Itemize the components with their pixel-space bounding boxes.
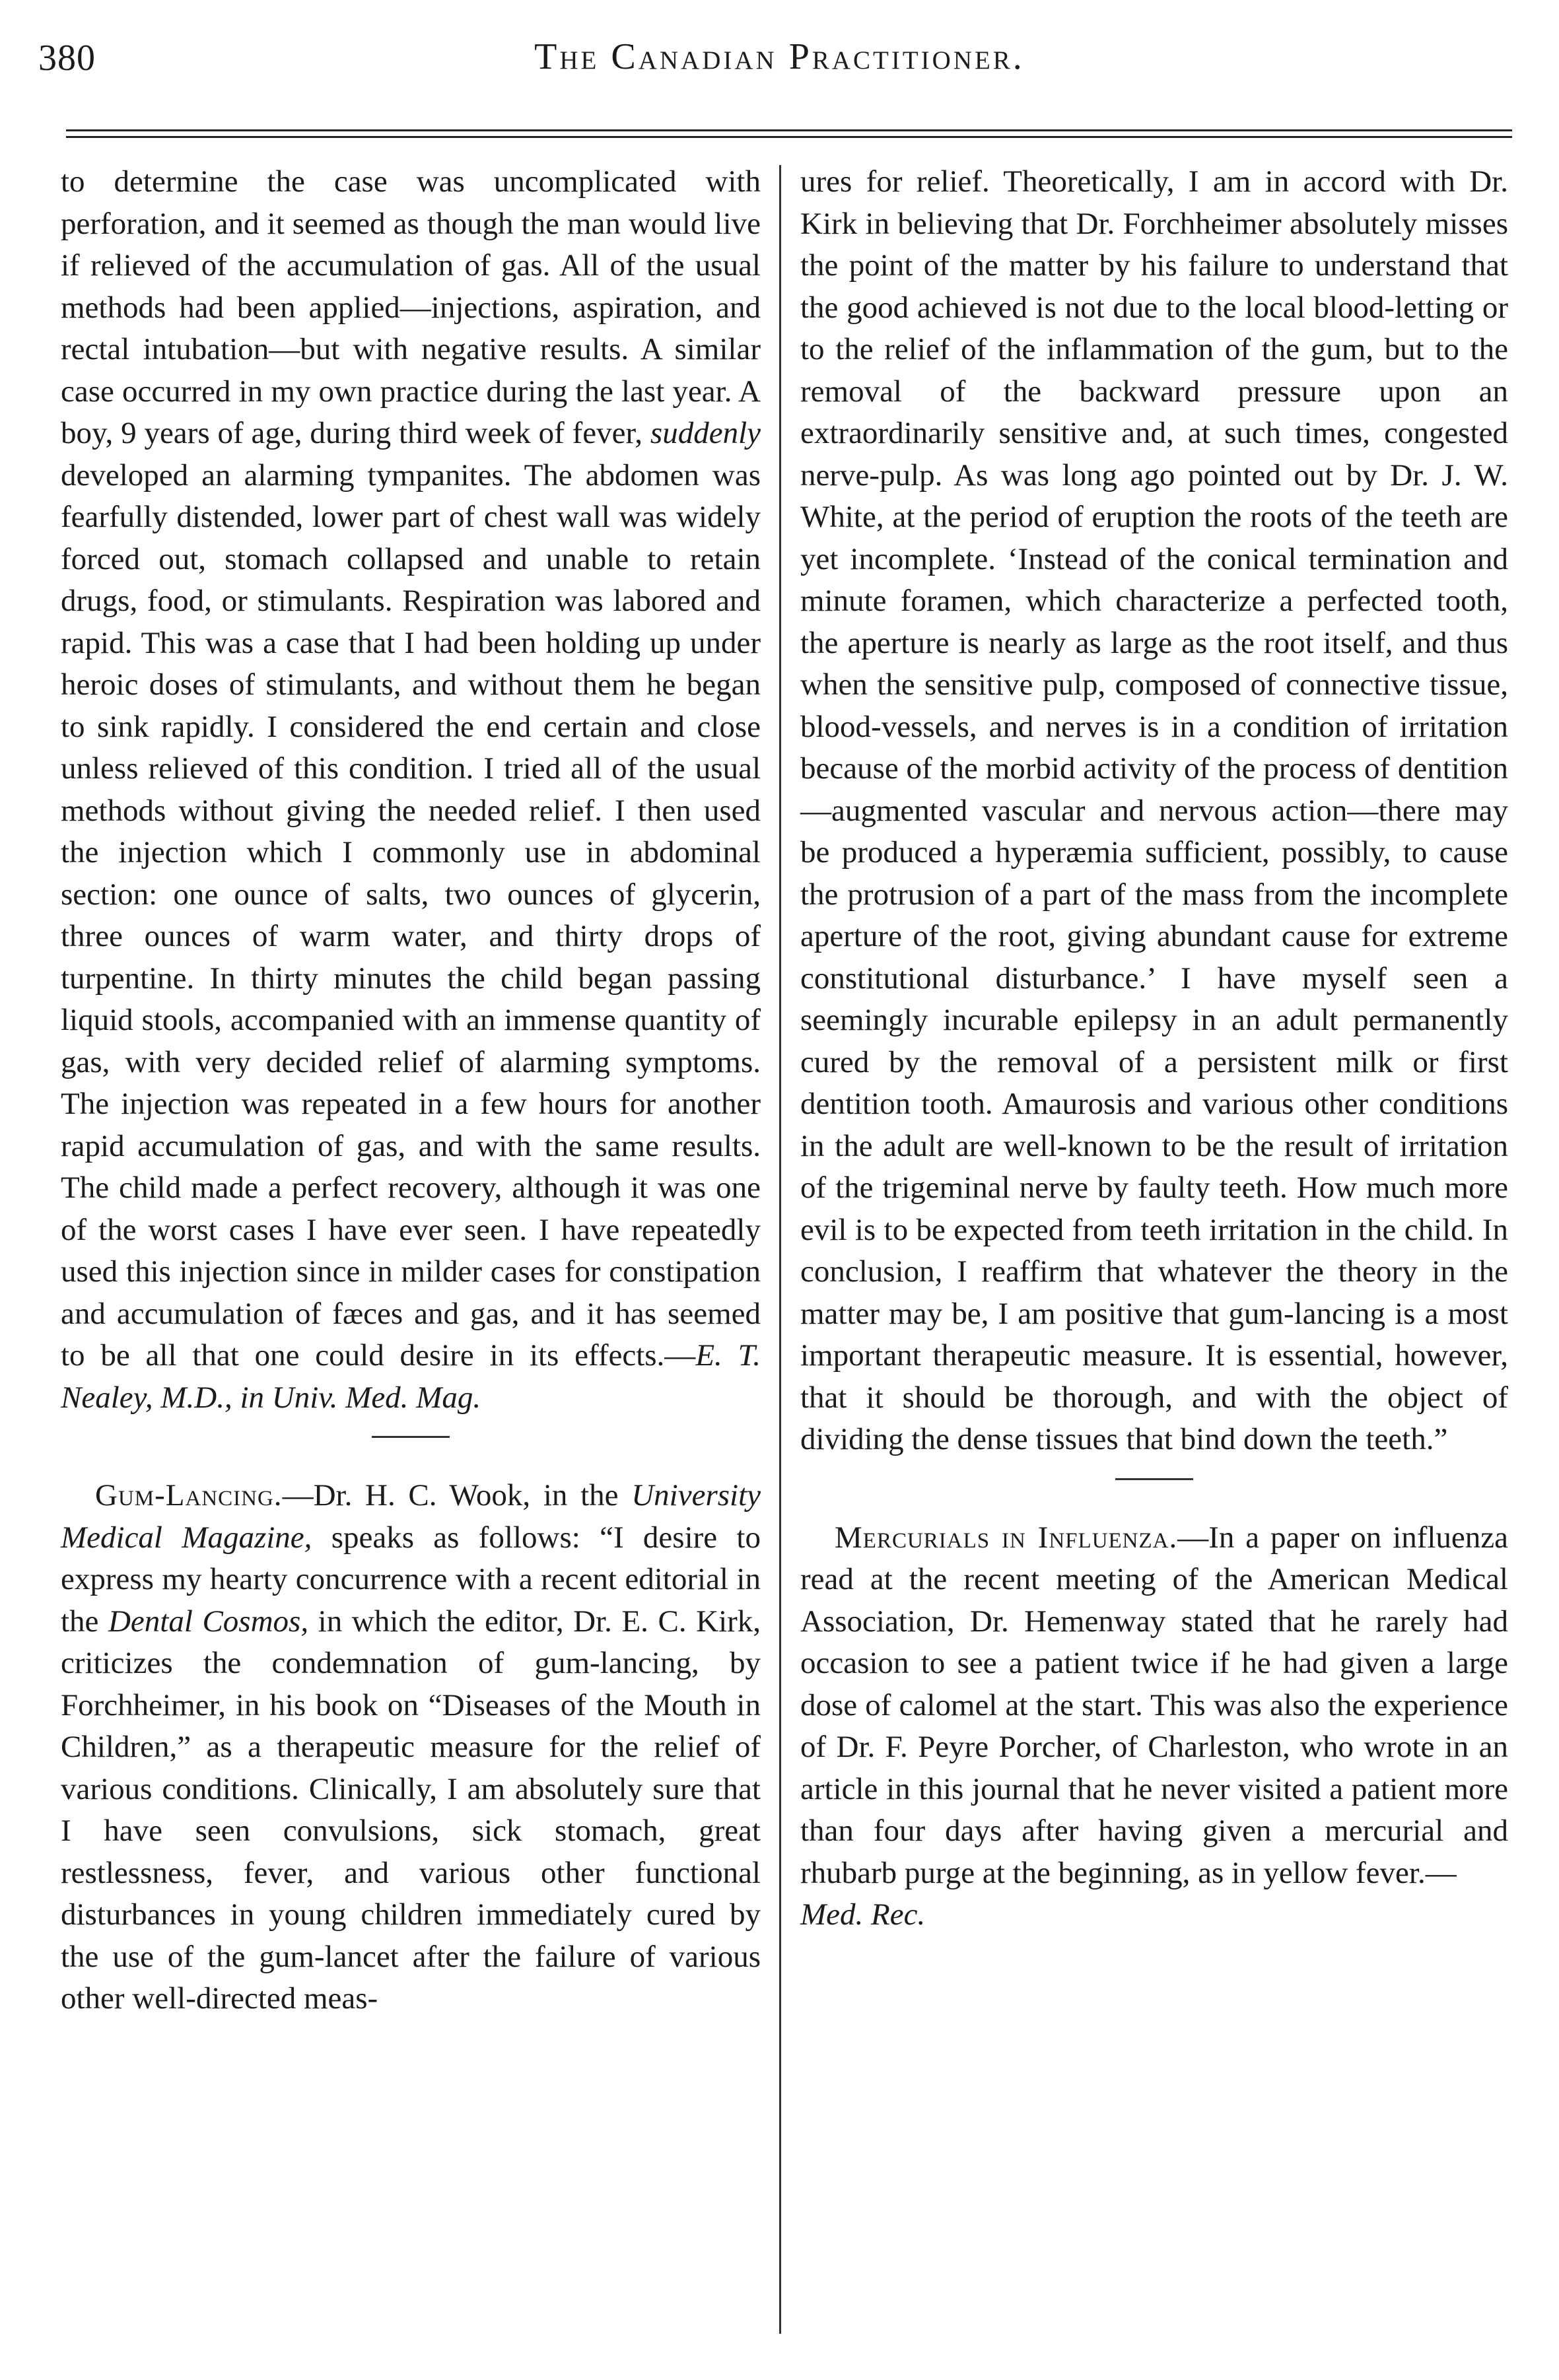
header-rule-bottom (66, 136, 1512, 138)
gum-lancing-article (61, 1475, 761, 2020)
source-signature: Med. Rec. (800, 1897, 926, 1932)
section-divider (372, 1436, 450, 1438)
gum-lancing-heading: Gum-Lancing. (95, 1478, 283, 1513)
enema-case-paragraph (61, 161, 761, 1419)
right-column (800, 161, 1508, 1936)
emphasis-suddenly: suddenly (650, 416, 761, 450)
left-column (61, 161, 761, 2020)
mercurials-article (800, 1517, 1508, 1936)
running-title: The Canadian Practitioner. (534, 36, 1025, 77)
gum-lancing-continuation: ures for relief. Theoretically, I am in accord with Dr. Kirk in believing that Dr. Forchheimer absolutely misses the point of the matter by his failure to understand that the good achieved is not due to the local blood-letting or to the relief of the inflammation of the gum, but to the removal of the backward pressure upon an extraordinarily sensitive and, at such times, congested nerve-pulp. As was long ago pointed out by Dr. J. W. White, at the period of eruption the roots of the teeth are yet incomplete. ‘Instead of the conical termination and minute foramen, which characterize a perfected tooth, the aperture is nearly as large as the root itself, and thus when the sensitive pulp, composed of connective tissue, blood-vessels, and nerves is in a condition of irritation because of the morbid activity of the process of dentition—augmented vascular and nervous action—there may be produced a hyperæmia sufficient, possibly, to cause the protrusion of a part of the mass from the incomplete aperture of the root, giving abundant cause for extreme constitutional disturbance.’ I have myself seen a seemingly incurable epilepsy in an adult permanently cured by the removal of a persistent milk or first dentition tooth. Amaurosis and various other conditions in the adult are well-known to be the result of irritation of the trigeminal nerve by faulty teeth. How much more evil is to be expected from teeth irritation in the child. In conclusion, I reaffirm that whatever the theory in the matter may be, I am positive that gum-lancing is a most important therapeutic measure. It is essential, however, that it should be thorough, and with the object of dividing the dense tissues that bind down the teeth.” (800, 164, 1508, 1456)
page-number: 380 (38, 38, 96, 79)
author-signature: E. T. Nealey, M.D., in Univ. Med. Mag. (61, 1338, 761, 1415)
dental-cosmos-title: Dental Cosmos, (108, 1604, 309, 1639)
source-journal-title: University Medical Magazine, (61, 1478, 761, 1555)
enema-case-text: to determine the case was uncomplicated with perforation, and it seemed as though the man would live if relieved of the accumulation of gas. All of the usual methods had been applied—injections, aspiration, and rectal intubation—but with negative results. A similar case occurred in my own practice during the last year. A boy, 9 years of age, during third week of fever, (61, 164, 761, 450)
section-divider (1115, 1478, 1193, 1480)
mercurials-heading: Mercurials in Influenza. (835, 1520, 1178, 1555)
gum-lancing-intro: —Dr. H. C. Wook, in the (282, 1478, 619, 1513)
gum-lancing-text-a: speaks as follows: “I desire to express my hearty concurrence with a recent editorial in the (61, 1520, 761, 1639)
header-rule-top (66, 129, 1512, 131)
gum-lancing-text-b: in which the editor, Dr. E. C. Kirk, criticizes the condemnation of gum-lancing, by Forchheimer, in his book on “Diseases of the Mouth in Children,” as a therapeutic measure for the relief of various conditions. Clinically, I am absolutely sure that I have seen convulsions, sick stomach, great restlessness, fever, and various other functional disturbances in young children immediately cured by the use of the gum-lancet after the failure of various other well-directed meas- (61, 1604, 761, 2016)
enema-case-text-continued: developed an alarming tympanites. The abdomen was fearfully distended, lower part of chest wall was widely forced out, stomach collapsed and unable to retain drugs, food, or stimulants. Respiration was labored and rapid. This was a case that I had been holding up under heroic doses of stimulants, and without them he began to sink rapidly. I considered the end certain and close unless relieved of this condition. I tried all of the usual methods without giving the needed relief. I then used the injection which I commonly use in abdominal section: one ounce of salts, two ounces of glycerin, three ounces of warm water, and thirty drops of turpentine. In thirty minutes the child began passing liquid stools, accompanied with an immense quantity of gas, with very decided relief of alarming symptoms. The injection was repeated in a few hours for another rapid accumulation of gas, and with the same results. The child made a perfect recovery, although it was one of the worst cases I have ever seen. I have repeatedly used this injection since in milder cases for constipation and accumulation of fæces and gas, and it has seemed to be all that one could desire in its effects.— (61, 458, 761, 1373)
mercurials-text: —In a paper on influenza read at the recent meeting of the American Medical Association, Dr. Hemenway stated that he rarely had occasion to see a patient twice if he had given a large dose of calomel at the start. This was also the experience of Dr. F. Peyre Porcher, of Charleston, who wrote in an article in this journal that he never visited a patient more than four days after having given a mercurial and rhubarb purge at the beginning, as in yellow fever.— (800, 1520, 1508, 1890)
column-divider (779, 165, 781, 2334)
